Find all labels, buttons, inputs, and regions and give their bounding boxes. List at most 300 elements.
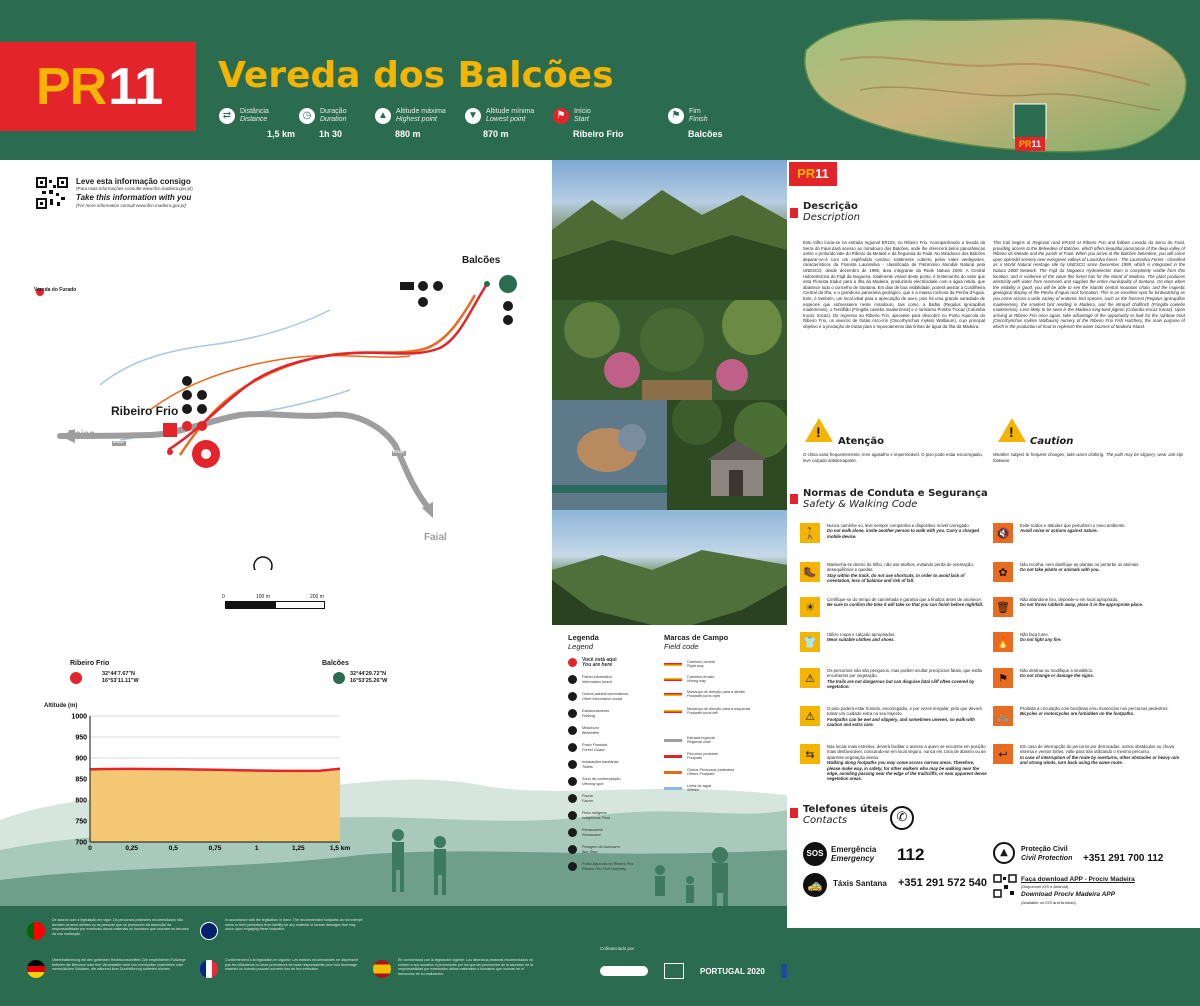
warning-icon: !: [998, 418, 1026, 442]
legend-label-pt: Fauna: [582, 794, 593, 799]
legend-symbol-icon: [568, 862, 577, 871]
qr-code-icon[interactable]: [36, 177, 68, 209]
legend-label-pt: Outros painéis informativos: [582, 692, 629, 697]
conduct-text-pt: Certifique-se do tempo de caminhada e garanta que a finaliza antes de anoitecer.: [827, 597, 983, 602]
civil-protection-number[interactable]: +351 291 700 112: [1083, 853, 1164, 864]
legend-label: [582, 811, 610, 820]
conduct-text: [827, 632, 987, 643]
taxi-icon: 🚕: [803, 873, 827, 897]
conduct-text: [1020, 668, 1180, 679]
stat-value: 1,5 km: [267, 129, 296, 139]
field-code-title: [664, 633, 728, 651]
conduct-rule: [993, 668, 1180, 688]
conduct-text-en: Stay within the track, do not use shortcuts, in order to avoid lack of orientation, loss of balance and risk of fall.: [827, 572, 965, 584]
field-code-label-pt: Percurso pedestre: [687, 752, 719, 756]
conduct-text-en: In case of interruption of the route by overturns, other obstacles or heavy rain and strong winds, turn back using the same route.: [1020, 754, 1180, 766]
conduct-text-pt: Nunca caminhe só, leve sempre companhia e dispositivo móvel carregado.: [827, 523, 970, 528]
info-title-pt: Leve esta informação consigo: [76, 177, 191, 186]
emergency-en: Emergency: [831, 854, 875, 863]
legend-item: [568, 862, 633, 871]
map-label-poiso: Poiso: [68, 429, 96, 440]
norms-title-en: Safety & Walking Code: [803, 499, 918, 510]
island-pr-marker: [1015, 137, 1045, 151]
conduct-text: [1020, 562, 1180, 573]
scale-200: 200 m: [310, 594, 324, 600]
conduct-text: [1020, 597, 1180, 608]
end-lon: 16°53'25.26"W: [350, 678, 388, 684]
start-flag-icon: ⚑: [553, 108, 569, 124]
flag-germany-icon: [27, 960, 45, 978]
legal-de: Übereinstimmung mit den geltenden Rechtsvorschriften: Die empfohlenen Fußwege befreien die Benutzer oder ihre Veranstalter nicht von eventuellen materiellen oder menschlichen Schäden, die während ihrer Durchführung auftreten können.: [52, 958, 186, 972]
description-text-pt: Este trilho inicia-se na estrada regional ER103, no Ribeiro Frio. Acompanhando a levada da Serra do Faial dará acesso ao miradouro dos Balcões, onde lhe oferecerá belos panorâmicas sobre o profundo vale do Ribeiro da Metade e da freguesia do Faial. No Miradouro dos Balcões deparar-se-á com um esplêndido cenário, totalmente coberto pelos vales verdejantes, característicos da Floresta Laurissilva - classificada de Património Mundial Natural pela UNESCO, desde dezembro de 1999, área integrante da Rede Natura 2000. A Central Hidroeléctrica do Fajã da Nogueira, totalmente visível deste ponto, é testemunho do valor que esta Floresta traduz para a Ilha da Madeira, produzindo electricidade com a água retida, que abastece todo o concelho de Santana. Em dias de boa visibilidade, poderá avistar a Cordilheira Central da Ilha, e o grandioso panorama geológico, que é a massa rochosa da Penha d'Águia. Este, é também, um local ideal para a apreciação de aves, pois há uma grande variedade de espécies que sobressaem neste miradouro, tais como, a Bisbis (Regulus ignicapillus madeirensis), o Tentilhão (Fringilla coelebs madeirensis) e o raríssimo Pombo Trocaz (Columba trocaz trocaz). De regresso ao Ribeiro Frio, aproveite para descobrir no Posto Aquícola do Ribeiro Frio, os viveiros de trutas Arco-íris (Oncorhynchus mykiss Walbaum), cujo principal objetivo é a produção de trutas para o repovoamento das linhas de água da Ilha da Madeira.: [803, 240, 985, 329]
legend-label-pt: Miradouro: [582, 726, 600, 731]
legend-title-en: Legend: [568, 642, 594, 651]
legend-symbol-icon: [568, 726, 577, 735]
clock-icon: ◷: [299, 108, 315, 124]
field-code-label: [687, 768, 734, 777]
conduct-text-en: Wear suitable clothes and shoes.: [827, 637, 895, 643]
sponsor-logo: [664, 963, 684, 979]
profile-end-coords: [350, 671, 387, 685]
x-tick-label: 0: [88, 845, 92, 852]
conduct-text-pt: Mantenha-se dentro do trilho, não use atalhos, evitando perda de orientação, desequilíbrios e quedas.: [827, 562, 974, 573]
desc-title-pt: Descrição: [803, 201, 858, 212]
field-code-symbol: [664, 771, 682, 774]
civil-protection-label: [1021, 845, 1072, 863]
badge-prefix: PR: [797, 166, 816, 181]
trail-map: [0, 240, 552, 570]
taxi-number[interactable]: +351 291 572 540: [898, 877, 988, 889]
x-tick-label: 1,25: [292, 845, 305, 852]
legend-label: [582, 726, 599, 735]
stat-label-en: Finish: [689, 116, 708, 123]
phone-icon: ✆: [890, 806, 914, 830]
field-code-label: [687, 690, 745, 699]
conduct-text: [1020, 706, 1180, 717]
stat-label: Duração: [320, 108, 347, 115]
field-code-label-en: Stream: [687, 788, 700, 793]
stat-value: Ribeiro Frio: [573, 129, 624, 139]
conduct-text-en: Do not throw rubbish away, place it in the appropriate place.: [1020, 602, 1144, 608]
conduct-text-pt: Evite ruídos e atitudes que perturbem o meio ambiente.: [1020, 523, 1126, 528]
stat-label: Altitude mínima: [486, 108, 535, 115]
marker-num: 11: [1031, 139, 1042, 149]
field-code-symbol: [664, 739, 682, 742]
conduct-text-en: Do not light any fire.: [1020, 637, 1062, 643]
legend-label-en: Toilets: [582, 764, 593, 769]
legend-item: [568, 709, 609, 718]
legend-symbol-icon: [568, 658, 577, 667]
caution-title-pt: Atenção: [838, 436, 884, 447]
safety-rule: [800, 744, 987, 782]
conduct-pictogram-icon: ↩: [993, 744, 1013, 764]
legend-label-pt: Estacionamento: [582, 709, 610, 714]
badge-num: 11: [815, 166, 829, 181]
photo-stone-house: [667, 400, 787, 510]
conduct-text-en: Walking along footpaths you may come across narrow areas. Therefore, please make way, in safety, for other walkers who may be walking near the edge, avoiding passing near the edge of the trail/cliffs, or near apparent dense vegetation areas.: [827, 760, 987, 782]
field-code-label-pt: Caminho correto: [687, 660, 716, 664]
photo-mountains: [552, 160, 787, 300]
section-marker: [790, 208, 798, 218]
start-lat: 32°44'7.67"N: [102, 671, 136, 677]
legend-title: [568, 633, 599, 651]
sos-icon: SOS: [803, 842, 827, 866]
conduct-text-pt: Os percursos não são perigosos, mas podem ocultar precipícios fatais, que estão encobertos por vegetação.: [827, 668, 983, 679]
legend-item: [568, 675, 612, 684]
conduct-text: [827, 706, 987, 728]
conduct-pictogram-icon: 🗑: [993, 597, 1013, 617]
trail-code-number: 11: [108, 57, 164, 116]
field-code-label-pt: Caminho errado: [687, 675, 715, 679]
field-code-label-pt: Linha de água: [687, 784, 712, 788]
field-code-item: [664, 736, 715, 745]
marker-prefix: PR: [1018, 139, 1032, 149]
x-tick-label: 1: [254, 845, 259, 852]
info-sub-en: (For more information consult www.ifcn.madeira.gov.pt): [76, 203, 186, 208]
field-code-label: [687, 784, 711, 793]
photo-forest-path: [552, 300, 787, 400]
trail-code-badge: [0, 42, 196, 131]
conduct-text: [827, 597, 987, 608]
norms-title: [803, 488, 988, 510]
legal-fr: Conformément à la législation en vigueur: Les trottoirs recommandés ne dispensent pas les utilisateurs ou leurs promoteurs de toute responsabilité pour tout dommage matériel ou humain pouvant survenir lors de leur exécution.: [225, 958, 359, 972]
start-lon: 16°53'11.11"W: [102, 678, 139, 684]
legend-label: [582, 862, 633, 871]
trail-code-prefix: PR: [36, 57, 107, 116]
legend-symbol-icon: [568, 845, 577, 854]
conduct-text-en: Footpaths can be wet and slippery, and sometimes uneven, so walk with caution and extra care.: [827, 716, 975, 728]
conduct-text: [1020, 632, 1180, 643]
field-code-label-pt: Mudança de direção para a esquerda: [687, 707, 751, 711]
stat-label-en: Duration: [320, 116, 347, 123]
section-marker: [790, 808, 798, 818]
mountain-down-icon: ▼: [465, 108, 481, 124]
conduct-pictogram-icon: ⚠: [800, 706, 820, 726]
caution-text-en: Weather subject to frequent changes, take warm clothing. The path may be slippery, wear anti-slip footwear: [993, 452, 1183, 463]
conduct-text-en: Bicycles or motorcycles are forbidden on the footpaths.: [1020, 711, 1135, 717]
conduct-pictogram-icon: ⚠: [800, 668, 820, 688]
legend-label-en: Belvedere: [582, 730, 600, 735]
stat-label-en: Highest point: [396, 116, 437, 123]
safety-rule: [800, 562, 987, 584]
conduct-text-en: Do not change or damage the signs.: [1020, 673, 1095, 679]
caution-title-en: Caution: [1030, 436, 1074, 447]
conduct-text: [1020, 744, 1180, 766]
conduct-pictogram-icon: 👕: [800, 632, 820, 652]
field-code-label: [687, 707, 750, 716]
legend-label-en: Forest Guard: [582, 747, 605, 752]
scale-100: 100 m: [256, 594, 270, 600]
scale-bar-light: [275, 601, 325, 609]
conduct-rule: [993, 744, 1180, 766]
y-tick-label: 900: [75, 755, 87, 763]
conduct-text-pt: Não faça lume.: [1020, 632, 1049, 637]
conduct-pictogram-icon: 🥾: [800, 562, 820, 582]
field-code-label-en: Regional road: [687, 740, 711, 745]
field-code-label: [687, 736, 715, 745]
legend-symbol-icon: [568, 777, 577, 786]
stat-value: Balcões: [688, 129, 723, 139]
profile-start-coords: [102, 671, 139, 685]
legend-item: [568, 658, 617, 667]
field-code-label-en: Footpath turns left: [687, 711, 718, 716]
safety-rule: [800, 632, 987, 652]
footer-right: [787, 928, 1200, 1006]
legend-label: [582, 743, 607, 752]
y-tick-label: 800: [75, 797, 87, 805]
field-code-label-en: Footpath turns right: [687, 694, 720, 699]
y-tick-label: 700: [75, 839, 87, 847]
field-code-symbol: [664, 787, 682, 790]
legend-label-en: Information board: [582, 679, 612, 684]
legend-label: [582, 709, 609, 718]
conduct-text-pt: O piso poderá estar húmido, escorregadio, e por vezes irregular, pelo que deverá tomar um cuidado extra no seu trajecto.: [827, 706, 982, 717]
field-code-symbol: [664, 663, 682, 666]
conduct-text-en: The trails are not dangerous but can disguise fatal cliff often covered by vegetation.: [827, 678, 975, 690]
legend-label-pt: Posto Florestal: [582, 743, 608, 748]
flag-france-icon: [200, 960, 218, 978]
field-code-label: [687, 675, 714, 684]
legend-label-pt: Instalações sanitárias: [582, 760, 619, 765]
conduct-pictogram-icon: ✿: [993, 562, 1013, 582]
legend-label-pt: Restaurante: [582, 828, 603, 833]
stat-label-en: Distance: [240, 116, 268, 123]
distance-icon: ⇄: [219, 108, 235, 124]
stat-label-en: Lowest point: [486, 116, 526, 123]
legend-label: [582, 760, 619, 769]
road-label: ER103: [113, 440, 124, 444]
conduct-pictogram-icon: 🚲: [993, 706, 1013, 726]
description-title: [803, 201, 860, 223]
emergency-number[interactable]: 112: [897, 845, 925, 864]
conduct-text-pt: Em caso de interrupção do percurso por derrocadas, outros obstáculos ou chuva intensa e ventos fortes, volte para trás utilizando o mesmo percurso.: [1020, 744, 1175, 755]
conduct-text-pt: Não destrua ou modifique a sinalética.: [1020, 668, 1094, 673]
app-download-pt-sub: (Disponível IOS e Android): [1021, 884, 1069, 889]
field-code-label-en: Others Footpath: [687, 772, 715, 777]
conduct-text-pt: Não abandone lixo, deposite-o em local apropriado.: [1020, 597, 1119, 602]
scale-0: 0: [222, 594, 225, 600]
legend-label-pt: Paragem de Autocarro: [582, 845, 620, 850]
conduct-text: [827, 744, 987, 782]
stat-label: Fim: [689, 108, 701, 115]
description-badge: [789, 162, 837, 186]
legend-item: [568, 760, 619, 769]
safety-rule: [800, 597, 987, 617]
page-title: Vereda dos Balcões: [218, 55, 614, 96]
app-qr-code-icon[interactable]: [993, 874, 1017, 898]
finish-flag-icon: [333, 672, 345, 684]
scale-bar-dark: [225, 601, 275, 609]
emergency-pt: Emergência: [831, 845, 877, 854]
app-download-en-sub: (Available on IOS and Android): [1021, 900, 1076, 905]
stat-label-en: Start: [574, 116, 589, 123]
stat-label: Altitude máxima: [396, 108, 446, 115]
legend-label-en: Fauna: [582, 798, 593, 803]
conduct-pictogram-icon: ☀: [800, 597, 820, 617]
conduct-text: [827, 668, 987, 690]
flag-uk-icon: [200, 922, 218, 940]
flag-spain-icon: [373, 960, 391, 978]
app-download-en[interactable]: Download Prociv Madeira APP: [1021, 891, 1116, 898]
field-code-item: [664, 675, 714, 684]
legend-symbol-icon: [568, 828, 577, 837]
legend-symbol-icon: [568, 743, 577, 752]
conduct-text-en: Do not take plants or animals with you.: [1020, 567, 1100, 573]
field-code-label: [687, 752, 718, 761]
finish-flag-icon: ⚑: [668, 108, 684, 124]
field-code-label-en: Right way: [687, 664, 704, 669]
legend-label: [582, 828, 603, 837]
conduct-text-en: Avoid noise or actions against nature.: [1020, 528, 1098, 534]
conduct-text-pt: Nas locais mais estreitos, deverá facilitar o acesso a quem se encontra em posição mais desfavorável, colocando-se em local seguro, nunca em zona de abismo ou de aparente vegetação densa.: [827, 744, 986, 760]
legend-symbol-icon: [568, 760, 577, 769]
conduct-rule: [993, 706, 1180, 726]
legend-label-en: Viewing spot: [582, 781, 604, 786]
conduct-pictogram-icon: 🔇: [993, 523, 1013, 543]
field-code-item: [664, 660, 715, 669]
legend-label: [582, 675, 612, 684]
safety-rule: [800, 706, 987, 728]
profile-start-name: Ribeiro Frio: [70, 660, 110, 667]
field-code-item: [664, 784, 711, 793]
conduct-text: [827, 523, 987, 539]
field-code-symbol: [664, 710, 682, 713]
legend-label-en: Parking: [582, 713, 595, 718]
legal-es: En conformidad con la legislación vigente: Los itinerarios peatonal recomendados no eximen a sus usuarios ni promotores por los que las promueven de la asunción de la responsabilidad por eventuales daños materiales o humanos que ocurran en el transcurso de su realización.: [398, 958, 534, 976]
field-code-item: [664, 690, 745, 699]
sponsor-logo: [600, 966, 648, 976]
map-label-vereda: Vereda do Furado: [34, 287, 77, 293]
conduct-rule: [993, 562, 1180, 582]
legend-label: [582, 692, 628, 701]
civil-protection-icon: ▲: [993, 842, 1015, 864]
y-tick-label: 1000: [71, 713, 87, 721]
field-code-label-pt: Outros Percursos pedestres: [687, 768, 735, 772]
conduct-text-en: Be sure to confirm the time it will take so that you can finish before nightfall.: [827, 602, 984, 608]
info-title-en: Take this information with you: [76, 193, 192, 202]
stat-value: 870 m: [483, 129, 509, 139]
legend-item: [568, 726, 599, 735]
legend-label-pt: Flora Indígena: [582, 811, 607, 816]
stat-label: Distância: [240, 108, 269, 115]
start-flag-icon: [70, 672, 82, 684]
field-title-en: Field code: [664, 642, 699, 651]
flag-portugal-icon: [27, 922, 45, 940]
photo-valley: [552, 510, 787, 625]
contacts-title: [803, 804, 888, 826]
legend-label-pt: Painel informativo: [582, 675, 613, 680]
x-tick-label: 0,25: [125, 845, 138, 852]
photo-bird: [552, 400, 667, 510]
legend-label-en: Restaurant: [582, 832, 601, 837]
contacts-title-en: Contacts: [803, 815, 848, 826]
safety-rule: [800, 523, 987, 543]
conduct-rule: [993, 523, 1180, 543]
field-code-item: [664, 707, 750, 716]
contacts-title-pt: Telefones úteis: [803, 804, 889, 815]
legend-label: [582, 658, 617, 667]
legend-label-pt: Você está aqui: [582, 657, 617, 664]
field-code-symbol: [664, 755, 682, 758]
conduct-rule: [993, 632, 1180, 652]
legend-symbol-icon: [568, 794, 577, 803]
legend-label-en: Ribeiro Frio Fish Hatchery: [582, 866, 627, 871]
legend-item: [568, 811, 610, 820]
field-title-pt: Marcas de Campo: [664, 633, 729, 642]
legend-symbol-icon: [568, 692, 577, 701]
caution-text-pt: O clima varia frequentemente, leve agasalho e impermeável. O piso pode estar escorregadio, leve calçado antiderrapante.: [803, 452, 983, 463]
legend-item: [568, 845, 620, 854]
legend-label-en: Indigenous Flora: [582, 815, 611, 820]
conduct-rule: [993, 597, 1180, 617]
conduct-pictogram-icon: ⚑: [993, 668, 1013, 688]
conduct-pictogram-icon: 🔥: [993, 632, 1013, 652]
legend-label: [582, 794, 593, 803]
stat-label: Início: [574, 108, 591, 115]
legal-pt: De acordo com a legislação em vigor. Os percursos pedestres recomendados não isentam os seus utentes ou as pessoas que os promovem da assunção da responsabilidade por eventuais danos materiais ou humanos que ocorram no decurso da sua realização.: [52, 918, 189, 936]
field-code-label-pt: Estrada regional: [687, 736, 715, 740]
civil-en: Civil Protection: [1021, 855, 1073, 862]
x-tick-label: 1,5 km: [329, 845, 350, 852]
conduct-text-en: Do not walk alone, invite another person to walk with you. Carry a charged mobile device.: [827, 528, 980, 539]
field-code-item: [664, 752, 718, 761]
y-tick-label: 850: [75, 776, 87, 784]
field-code-label-en: Wrong way: [687, 679, 706, 684]
legend-symbol-icon: [568, 709, 577, 718]
end-lat: 32°44'29.72"N: [350, 671, 387, 677]
sponsor-portugal2020: PORTUGAL 2020: [700, 966, 765, 976]
safety-rule: [800, 668, 987, 690]
legend-label: [582, 777, 621, 786]
stat-value: 1h 30: [319, 129, 343, 139]
field-code-label-pt: Mudança de direção para a direita: [687, 690, 745, 694]
legend-label-pt: Posto Aquícola do Ribeiro Frio: [582, 862, 634, 867]
field-code-label: [687, 660, 715, 669]
legend-label-en: Bus Stop: [582, 849, 598, 854]
x-tick-label: 0,75: [208, 845, 222, 852]
map-label-ribeiro: Ribeiro Frio: [111, 404, 179, 418]
section-marker: [790, 494, 798, 504]
legend-title-pt: Legenda: [568, 633, 599, 642]
legend-item: [568, 743, 607, 752]
profile-area: [90, 769, 340, 842]
legend-label: [582, 845, 620, 854]
emergency-label: [831, 845, 876, 863]
norms-title-pt: Normas de Conduta e Segurança: [803, 488, 988, 499]
legend-label-en: Other information board: [582, 696, 623, 701]
island-relief-map: [800, 10, 1190, 160]
legend-symbol-icon: [568, 811, 577, 820]
stat-value: 880 m: [395, 129, 421, 139]
cofinanced-label: Cofinanciado por:: [600, 946, 636, 951]
description-text-en: This trail begins at Regional road ER103 at Ribeiro Frio and follows Levada da Serra do Faial, providing access to the Belvedere of Balcões, which offers beautiful panoramas of the deep valley of Ribeiro da Metade and the parish of Faial. When you arrive at the Balcões belvedere, you will come upon splendid scenery over evergreen valleys of Laurisilva forest - The Laurissilva Forest - classified as a World Natural Heritage site by UNESCO since December 1999, which is integrated in the Natura 2000 Network. The Fajã da Nogueira Hydroelectric Dam is completely visible from this location, and is evidence of the value this forest has for the island of Madeira. The plant produces electricity with water from reservoirs and supplies the entire municipality of Santana. On days when the visibility is good, you will be able to see the islands central mountain chain, and the majestic geological display of the Penha d'Águia rock formation. This is an excellent spot for birdwatching as you come across a wide variety of endemic bird species, such as the firecrest (Regulus ignicapillus madeirensis), the smallest bird residing in Madeira, and the intrepid chaffinch (Fringilla coelebs madeirensis). Less likely to be seen is the Madeira long-toed pigeon (Columba trocaz trocaz). Upon arriving at Ribeiro Frio once again, take advantage of the opportunity to look for the rainbow trout (Oncorhynchus mykiss Walbaum) nursery of the Ribeiro Frio Fish Hatchery, the main purpose of which is the production of trout to replenish the water courses of Madeira Island.: [993, 240, 1185, 329]
conduct-text: [1020, 523, 1180, 534]
conduct-pictogram-icon: 🚶: [800, 523, 820, 543]
conduct-text: [827, 562, 987, 584]
legal-en: In accordance with the legislation in force. The recommended footpaths do not exempt users or their promoters from liability for any material or human damages that may occur upon engaging these footpaths.: [225, 918, 363, 932]
app-download-pt[interactable]: Faça download APP - Prociv Madeira: [1021, 876, 1135, 883]
warning-icon: !: [805, 418, 833, 442]
mountain-up-icon: ▲: [375, 108, 391, 124]
y-tick-label: 950: [75, 734, 87, 742]
taxi-label: Táxis Santana: [833, 879, 887, 888]
conduct-text-pt: Utilize roupa e calçado apropriados.: [827, 632, 896, 637]
legend-item: [568, 692, 628, 701]
profile-end-name: Balcões: [322, 660, 349, 667]
x-tick-label: 0,5: [168, 845, 178, 852]
legend-label-en: You are here: [582, 661, 613, 668]
elevation-profile-chart: [60, 704, 350, 854]
